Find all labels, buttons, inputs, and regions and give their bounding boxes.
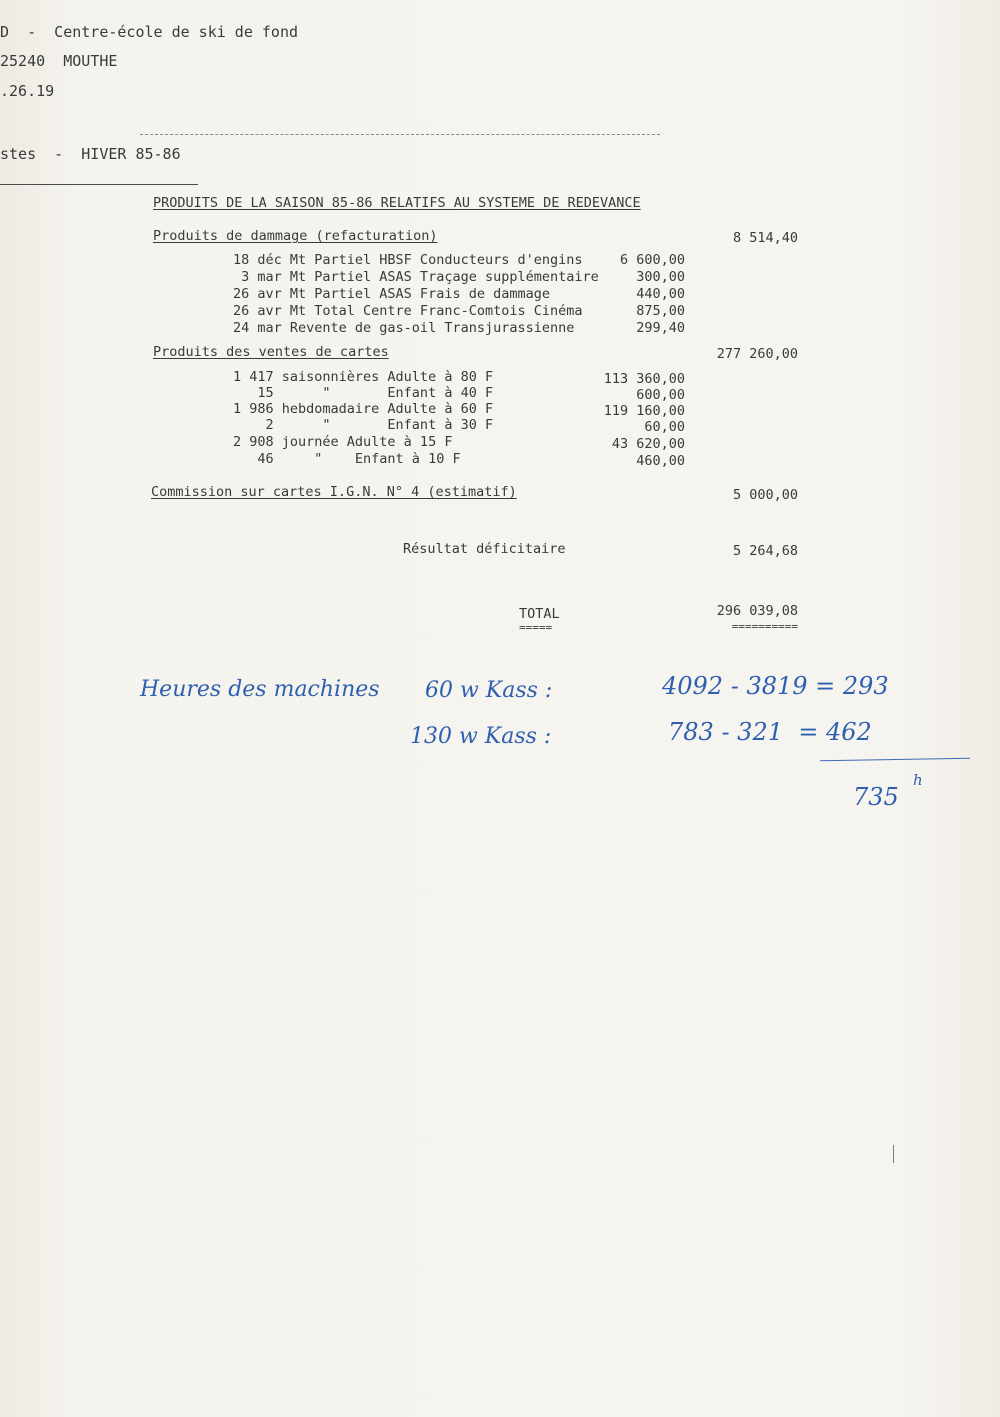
header-line-3: .26.19 xyxy=(0,82,55,100)
header-line-2: 25240 MOUTHE xyxy=(0,52,118,70)
section2-row-desc: 2 " Enfant à 30 F xyxy=(233,417,494,433)
section1-row-desc: 26 avr Mt Partiel ASAS Frais de dammage xyxy=(233,286,550,302)
section2-row-desc: 15 " Enfant à 40 F xyxy=(233,385,494,401)
section2-row-amount: 460,00 xyxy=(636,453,685,469)
document-title: PRODUITS DE LA SAISON 85-86 RELATIFS AU SYSTEME DE REDEVANCE xyxy=(153,195,641,211)
total-amount: 296 039,08 xyxy=(716,603,798,619)
section2-total: 277 260,00 xyxy=(716,346,798,362)
handwritten-sum-suffix: h xyxy=(913,771,923,789)
pen-mark xyxy=(893,1145,894,1163)
header-line-4: stes - HIVER 85-86 xyxy=(0,145,181,163)
header-line-1: D - Centre-école de ski de fond xyxy=(0,23,299,41)
faint-divider xyxy=(140,134,660,135)
section1-row-desc: 3 mar Mt Partiel ASAS Traçage supplémentaire xyxy=(233,269,599,285)
handwritten-calc-1: 4092 - 3819 = 293 xyxy=(662,672,889,700)
total-label: TOTAL xyxy=(519,606,560,622)
section1-total: 8 514,40 xyxy=(732,230,798,246)
handwritten-calc-2: 783 - 321 = 462 xyxy=(668,718,872,746)
handwritten-label: Heures des machines xyxy=(140,677,380,702)
section2-row-desc: 46 " Enfant à 10 F xyxy=(233,451,461,467)
section2-row-amount: 113 360,00 xyxy=(603,371,685,387)
header-rule xyxy=(0,184,198,185)
section2-row-amount: 600,00 xyxy=(636,387,685,403)
section2-label: Produits des ventes de cartes xyxy=(153,344,389,360)
deficit-amount: 5 264,68 xyxy=(732,543,798,559)
total-label-underline: ===== xyxy=(519,621,553,634)
section2-row-desc: 1 417 saisonnières Adulte à 80 F xyxy=(233,369,494,385)
section1-row-desc: 18 déc Mt Partiel HBSF Conducteurs d'engins xyxy=(233,252,583,268)
section1-row-amount: 6 600,00 xyxy=(619,252,685,268)
section3-label: Commission sur cartes I.G.N. N° 4 (estimatif) xyxy=(151,484,517,500)
section2-row-desc: 1 986 hebdomadaire Adulte à 60 F xyxy=(233,401,494,417)
handwritten-machine-2: 130 w Kass : xyxy=(410,724,552,749)
deficit-label: Résultat déficitaire xyxy=(403,541,566,557)
section1-row-desc: 24 mar Revente de gas-oil Transjurassienne xyxy=(233,320,575,336)
section2-row-amount: 43 620,00 xyxy=(611,436,685,452)
section3-total: 5 000,00 xyxy=(732,487,798,503)
section1-row-desc: 26 avr Mt Total Centre Franc-Comtois Cinéma xyxy=(233,303,583,319)
handwritten-machine-1: 60 w Kass : xyxy=(425,678,553,703)
section1-row-amount: 299,40 xyxy=(636,320,685,336)
section2-row-amount: 60,00 xyxy=(644,419,685,435)
section2-row-desc: 2 908 journée Adulte à 15 F xyxy=(233,434,453,450)
section1-row-amount: 440,00 xyxy=(636,286,685,302)
total-amount-underline: ========== xyxy=(731,620,798,633)
section1-row-amount: 875,00 xyxy=(636,303,685,319)
section1-row-amount: 300,00 xyxy=(636,269,685,285)
section1-label: Produits de dammage (refacturation) xyxy=(153,228,438,244)
section2-row-amount: 119 160,00 xyxy=(603,403,685,419)
handwritten-sum-rule xyxy=(820,758,970,762)
handwritten-sum: 735 xyxy=(853,783,899,811)
